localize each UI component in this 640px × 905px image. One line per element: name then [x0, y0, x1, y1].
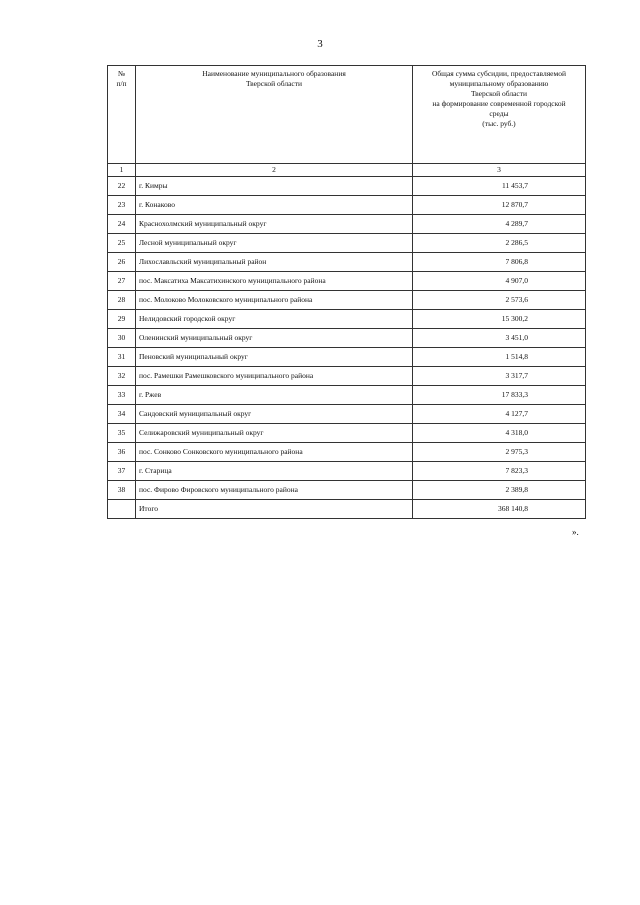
- column-number-row: [108, 164, 586, 177]
- row-number-cell: 37: [108, 462, 136, 481]
- municipality-name-cell: пос. Молоково Молоковского муниципального района: [136, 291, 413, 310]
- municipality-name-cell: Краснохолмский муниципальный округ: [136, 215, 413, 234]
- row-number-cell: 38: [108, 481, 136, 500]
- table-row: [108, 272, 586, 291]
- table-row: [108, 253, 586, 272]
- row-number-cell: 31: [108, 348, 136, 367]
- subsidy-amount-cell: 12 870,7: [413, 196, 586, 215]
- total-label: Итого: [136, 500, 413, 519]
- row-number-cell: 24: [108, 215, 136, 234]
- municipality-name-cell: Пеновский муниципальный округ: [136, 348, 413, 367]
- table-row: [108, 310, 586, 329]
- subsidy-amount-cell: 7 823,3: [413, 462, 586, 481]
- header-number: № п/п: [108, 66, 136, 164]
- subsidy-amount-cell: 4 318,0: [413, 424, 586, 443]
- table-row: [108, 177, 586, 196]
- table-row: [108, 196, 586, 215]
- table-row: [108, 481, 586, 500]
- row-number-cell: 34: [108, 405, 136, 424]
- municipality-name-cell: пос. Фирово Фировского муниципального района: [136, 481, 413, 500]
- row-number-cell: 23: [108, 196, 136, 215]
- subsidy-amount-cell: 3 451,0: [413, 329, 586, 348]
- subsidy-amount-cell: 2 286,5: [413, 234, 586, 253]
- municipality-name-cell: Сандовский муниципальный округ: [136, 405, 413, 424]
- row-number-cell: 27: [108, 272, 136, 291]
- header-name: Наименование муниципального образования Тверской области: [136, 66, 413, 164]
- row-number-cell: 33: [108, 386, 136, 405]
- subsidy-amount-cell: 2 975,3: [413, 443, 586, 462]
- column-number: 1: [108, 164, 136, 177]
- row-number-cell: 32: [108, 367, 136, 386]
- table-row: [108, 291, 586, 310]
- table-row: [108, 234, 586, 253]
- table-row: [108, 405, 586, 424]
- subsidy-amount-cell: 7 806,8: [413, 253, 586, 272]
- municipality-name-cell: г. Кимры: [136, 177, 413, 196]
- table-row: [108, 348, 586, 367]
- subsidy-amount-cell: 2 389,8: [413, 481, 586, 500]
- row-number-cell: 25: [108, 234, 136, 253]
- municipality-name-cell: Лесной муниципальный округ: [136, 234, 413, 253]
- municipality-name-cell: г. Ржев: [136, 386, 413, 405]
- municipality-name-cell: Селижаровский муниципальный округ: [136, 424, 413, 443]
- municipality-name-cell: г. Старица: [136, 462, 413, 481]
- closing-quote-mark: ».: [572, 527, 579, 537]
- row-number-cell: 29: [108, 310, 136, 329]
- subsidy-amount-cell: 15 300,2: [413, 310, 586, 329]
- table-row: [108, 215, 586, 234]
- municipality-name-cell: Нелидовский городской округ: [136, 310, 413, 329]
- total-number-cell: [108, 500, 136, 519]
- row-number-cell: 30: [108, 329, 136, 348]
- table-row: [108, 462, 586, 481]
- table-row: [108, 329, 586, 348]
- municipality-name-cell: г. Конаково: [136, 196, 413, 215]
- total-value: 368 140,8: [413, 500, 586, 519]
- municipality-name-cell: Лихославльский муниципальный район: [136, 253, 413, 272]
- subsidy-table: [107, 65, 586, 519]
- subsidy-amount-cell: 11 453,7: [413, 177, 586, 196]
- municipality-name-cell: пос. Сонково Сонковского муниципального района: [136, 443, 413, 462]
- municipality-name-cell: пос. Максатиха Максатихинского муниципального района: [136, 272, 413, 291]
- table-row: [108, 443, 586, 462]
- total-row: [108, 500, 586, 519]
- row-number-cell: 26: [108, 253, 136, 272]
- row-number-cell: 35: [108, 424, 136, 443]
- subsidy-amount-cell: 2 573,6: [413, 291, 586, 310]
- municipality-name-cell: Оленинский муниципальный округ: [136, 329, 413, 348]
- subsidy-amount-cell: 17 833,3: [413, 386, 586, 405]
- subsidy-amount-cell: 4 289,7: [413, 215, 586, 234]
- column-number: 3: [413, 164, 586, 177]
- table-body: [108, 177, 586, 500]
- row-number-cell: 28: [108, 291, 136, 310]
- row-number-cell: 36: [108, 443, 136, 462]
- subsidy-amount-cell: 3 317,7: [413, 367, 586, 386]
- header-row: [108, 66, 586, 164]
- table-row: [108, 367, 586, 386]
- table-row: [108, 386, 586, 405]
- subsidy-amount-cell: 1 514,8: [413, 348, 586, 367]
- subsidy-amount-cell: 4 127,7: [413, 405, 586, 424]
- page-number: 3: [317, 38, 323, 50]
- table-row: [108, 424, 586, 443]
- subsidy-amount-cell: 4 907,0: [413, 272, 586, 291]
- header-amount: Общая сумма субсидии, предоставляемой муниципальному образованию Тверской области на формирование современной городской среды (тыс. руб.): [413, 66, 586, 164]
- municipality-name-cell: пос. Рамешки Рамешковского муниципального района: [136, 367, 413, 386]
- row-number-cell: 22: [108, 177, 136, 196]
- column-number: 2: [136, 164, 413, 177]
